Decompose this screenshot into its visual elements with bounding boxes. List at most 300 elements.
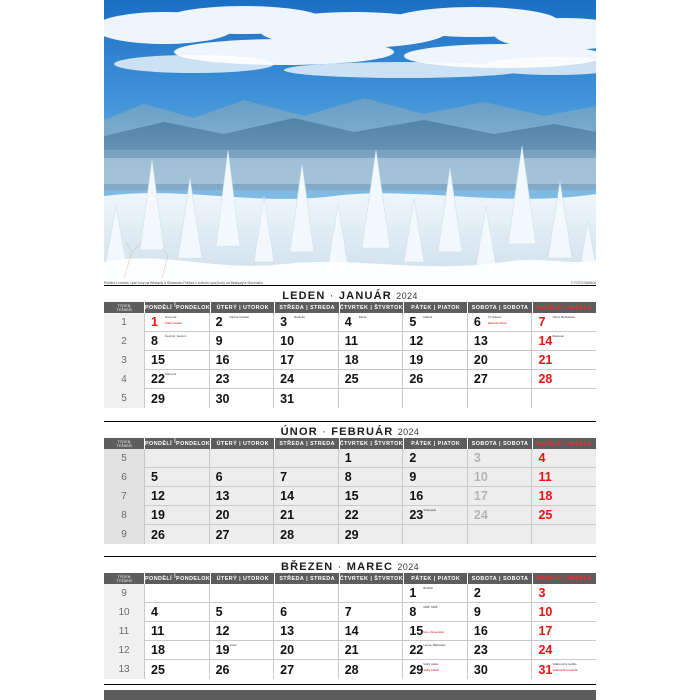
day-number: 9 [215,334,223,348]
month-name-sk: MAREC [346,561,394,573]
day-number: 12 [409,334,424,348]
day-holiday-label: Ide o Slovensko [423,630,444,634]
weekday-header-thursday: ČTVRTEK | ŠTVRTOK [340,302,404,313]
calendar-day-cell[interactable] [403,370,468,389]
month-year: 2024 [396,291,418,301]
calendar-day-cell[interactable] [274,641,339,660]
calendar-day-cell[interactable] [145,370,210,389]
day-number: 4 [538,451,546,465]
day-number: 22 [151,372,165,386]
day-number: 27 [280,662,295,677]
day-number: 15 [344,489,359,503]
calendar-day-cell[interactable] [145,622,210,641]
calendar-day-cell[interactable] [274,332,339,351]
month-title-bar [104,556,596,573]
calendar-day-cell[interactable] [403,332,468,351]
day-nameday-label: Tři králové [487,315,502,319]
calendar-day-cell[interactable] [532,584,596,603]
calendar-day-cell[interactable] [532,622,596,641]
calendar-day-cell[interactable] [403,603,468,622]
month-title: LEDEN · JANUÁR 2024 [282,290,418,302]
calendar-day-cell[interactable] [403,506,468,525]
day-number: 7 [538,315,546,329]
day-number: 14 [280,489,295,503]
day-nameday-label: Radmila [294,315,305,319]
calendar-day-cell[interactable] [145,584,210,603]
week-column-header [104,573,145,584]
day-number: 13 [280,624,295,638]
day-number: 19 [215,643,230,657]
calendar-week-row [104,487,596,506]
calendar-day-cell[interactable] [468,449,533,468]
calendar-day-cell[interactable] [339,468,404,487]
day-number: 14 [538,334,553,348]
calendar-day-cell[interactable] [274,603,339,622]
month-name-sk: FEBRUÁR [331,426,394,438]
calendar-week-row [104,641,596,660]
day-nameday-label: Velikonoční neděle [552,662,577,666]
winter-landscape-illustration [104,0,596,280]
calendar-day-cell[interactable] [274,389,339,408]
month-title-bar [104,421,596,438]
day-number: 28 [538,372,553,386]
week-column-header [104,438,145,449]
calendar-week-row [104,525,596,544]
calendar-day-cell[interactable] [532,525,596,544]
weekday-header-friday: PÁTEK | PIATOK [404,438,468,449]
day-number: 16 [215,353,230,367]
week-number: 8 [104,506,145,525]
month-block-march [104,556,596,679]
day-number: 24 [538,643,553,657]
calendar-day-cell[interactable] [274,468,339,487]
day-number: 24 [280,372,295,386]
day-number: 4 [344,315,352,329]
calendar-week-row [104,468,596,487]
day-number: 29 [151,391,165,406]
month-title-bar [104,285,596,302]
calendar-day-cell[interactable] [339,506,404,525]
calendar-day-cell[interactable] [532,332,596,351]
calendar-day-cell[interactable] [403,468,468,487]
day-nameday-label: Nový rok [165,315,177,319]
calendar-day-cell[interactable] [403,584,468,603]
calendar-day-cell[interactable] [468,622,533,641]
calendar-day-cell[interactable] [274,506,339,525]
calendar-day-cell[interactable] [274,525,339,544]
calendar-day-cell[interactable] [532,468,596,487]
calendar-day-cell[interactable] [274,622,339,641]
day-number: 26 [409,372,424,386]
day-nameday-label: Velký pátek [423,662,439,666]
day-number: 11 [151,624,165,638]
calendar-day-cell[interactable] [403,622,468,641]
day-number: 6 [473,315,481,329]
day-number: 1 [409,586,417,600]
weekday-header-monday: PONDĚLÍ | PONDELOK [145,437,211,450]
day-number: 1 [344,451,352,465]
calendar-day-cell[interactable] [468,603,533,622]
calendar-day-cell[interactable] [210,660,275,679]
weekday-header-saturday: SOBOTA | SOBOTA [468,302,532,313]
calendar-day-cell[interactable] [468,351,533,370]
calendar-day-cell[interactable] [532,370,596,389]
week-number: 2 [104,332,145,351]
calendar-day-cell[interactable] [145,351,210,370]
calendar-day-cell[interactable] [274,660,339,679]
day-number: 1 [151,315,158,329]
day-nameday-label: Jozef [229,643,237,647]
day-number: 16 [409,489,424,503]
calendar-day-cell[interactable] [274,370,339,389]
calendar-day-cell[interactable] [339,332,404,351]
calendar-day-cell[interactable] [468,506,533,525]
day-nameday-label: Leona, Blahoslav [423,643,446,647]
calendar-week-row [104,351,596,370]
calendar-day-cell[interactable] [403,389,468,408]
week-number: 11 [104,622,145,641]
day-number: 20 [215,508,230,522]
calendar-day-cell[interactable] [403,660,468,679]
day-number: 25 [344,372,359,386]
week-number: 4 [104,370,145,389]
day-number: 3 [538,586,546,600]
day-number: 12 [215,624,230,638]
header-photo [104,0,596,280]
day-nameday-label: Radovan [552,334,565,338]
calendar-day-cell[interactable] [145,603,210,622]
calendar-day-cell[interactable] [145,449,210,468]
calendar-week-row [104,313,596,332]
weekday-header-tuesday: ÚTERÝ | UTOROK [211,573,275,584]
week-label-cz: TÝDEN [117,574,131,579]
day-number: 8 [151,334,158,348]
weekday-header-friday: PÁTEK | PIATOK [404,573,468,584]
calendar-day-cell[interactable] [210,313,275,332]
calendar-week-row [104,449,596,468]
calendar-day-cell[interactable] [403,641,468,660]
calendar-week-row [104,332,596,351]
day-number: 31 [538,662,553,677]
day-number: 28 [280,527,295,542]
day-number: 22 [409,643,424,657]
day-holiday-label: Veľkonočná nedeľa [552,668,578,672]
day-number: 10 [473,470,488,484]
calendar-day-cell[interactable] [274,351,339,370]
week-number: 3 [104,351,145,370]
calendar-day-cell[interactable] [145,389,210,408]
calendar-day-cell[interactable] [339,351,404,370]
calendar-week-row [104,660,596,679]
calendar-day-cell[interactable] [210,332,275,351]
calendar-day-cell[interactable] [339,313,404,332]
week-number: 1 [104,313,145,332]
calendar-day-cell[interactable] [339,370,404,389]
day-number: 24 [473,508,488,522]
day-number: 2 [215,315,223,329]
day-number: 5 [215,605,223,619]
day-number: 18 [344,353,359,367]
month-rows [104,313,596,408]
day-nameday-label: Vilma, Bohuslava [552,315,575,319]
day-number: 22 [344,508,359,522]
day-number: 26 [215,662,230,677]
week-number: 10 [104,603,145,622]
calendar-day-cell[interactable] [532,603,596,622]
week-number: 6 [104,468,145,487]
calendar-day-cell[interactable] [468,641,533,660]
calendar-day-cell[interactable] [468,584,533,603]
day-number: 30 [473,662,488,677]
day-number: 3 [280,315,288,329]
footer-rule [104,684,596,685]
calendar-day-cell[interactable] [145,313,210,332]
calendar-day-cell[interactable] [468,313,533,332]
week-label-sk: TÝŽDEŇ [116,443,132,448]
day-number: 25 [151,662,165,677]
weekday-header-tuesday: ÚTERÝ | UTOROK [211,438,275,449]
week-number: 7 [104,487,145,506]
calendar-day-cell[interactable] [210,525,275,544]
weekday-header-monday: PONDĚLÍ | PONDELOK [145,301,211,314]
week-number: 5 [104,449,145,468]
calendar-day-cell[interactable] [145,525,210,544]
week-column-header [104,302,145,313]
calendar-day-cell[interactable] [532,351,596,370]
weekday-header-wednesday: STŘEDA | STREDA [275,438,339,449]
month-block-february [104,421,596,544]
day-number: 27 [473,372,488,386]
calendar-day-cell[interactable] [468,487,533,506]
day-number: 17 [473,489,488,503]
day-number: 7 [344,605,352,619]
weekday-header [104,438,596,449]
calendar-week-row [104,584,596,603]
day-nameday-label: Svatopluk [423,508,437,512]
weekday-header-thursday: ČTVRTEK | ŠTVRTOK [340,573,404,584]
day-number: 31 [280,391,295,406]
calendar-day-cell[interactable] [532,487,596,506]
day-nameday-label: Čestmír, Severín [165,334,187,338]
day-number: 9 [409,470,417,484]
week-number: 9 [104,584,145,603]
calendar-week-row [104,370,596,389]
calendar-week-row [104,603,596,622]
week-label-sk: TÝŽDEŇ [116,307,132,312]
calendar-day-cell[interactable] [210,351,275,370]
day-number: 28 [344,662,359,677]
day-number: 29 [409,662,424,677]
calendar-day-cell[interactable] [210,641,275,660]
day-number: 8 [344,470,352,484]
weekday-header-thursday: ČTVRTEK | ŠTVRTOK [340,438,404,449]
calendar-day-cell[interactable] [145,660,210,679]
calendar-day-cell[interactable] [339,603,404,622]
calendar-week-row [104,389,596,408]
calendar-day-cell[interactable] [145,487,210,506]
calendar-day-cell[interactable] [403,449,468,468]
day-number: 11 [538,470,552,484]
calendar-day-cell[interactable] [274,487,339,506]
calendar-day-cell[interactable] [210,468,275,487]
day-number: 14 [344,624,359,638]
month-title: BŘEZEN · MAREC 2024 [280,561,420,573]
week-number: 12 [104,641,145,660]
day-number: 26 [151,527,165,542]
weekday-header [104,302,596,313]
day-nameday-label: Bedřich [423,586,434,590]
calendar-day-cell[interactable] [403,487,468,506]
month-name-cz: LEDEN [282,290,326,302]
week-number: 13 [104,660,145,679]
weekday-header-sunday: NEDĚLE | NEDEĽA [536,575,592,582]
day-nameday-label: Slavomír [165,372,177,376]
day-number: 5 [409,315,417,329]
calendar-day-cell[interactable] [468,525,533,544]
calendar-day-cell[interactable] [532,506,596,525]
day-number: 19 [151,508,165,522]
month-title: ÚNOR · FEBRUÁR 2024 [280,426,420,438]
calendar-day-cell[interactable] [339,487,404,506]
calendar-day-cell[interactable] [210,370,275,389]
day-number: 6 [280,605,288,619]
month-rows [104,584,596,679]
day-number: 19 [409,353,424,367]
calendar-day-cell[interactable] [468,332,533,351]
day-nameday-label: Karina, Kristián [229,315,250,319]
calendar-day-cell[interactable] [532,313,596,332]
month-name-sk: JANUÁR [338,290,392,302]
calendar-day-cell[interactable] [274,449,339,468]
day-nameday-label: MDŽ, MDŽ [423,605,438,609]
day-number: 10 [280,334,295,348]
calendar-day-cell[interactable] [339,584,404,603]
calendar-day-cell[interactable] [532,660,596,679]
footer-bar [104,690,596,700]
calendar-day-cell[interactable] [145,332,210,351]
day-number: 27 [215,527,230,542]
day-number: 3 [473,451,481,465]
day-holiday-label: Zjavenie Pána [487,321,507,325]
day-number: 5 [151,470,158,484]
day-nameday-label: Diana [358,315,367,319]
calendar-day-cell[interactable] [403,525,468,544]
day-number: 8 [409,605,417,619]
day-number: 6 [215,470,223,484]
calendar-day-cell[interactable] [145,468,210,487]
month-name-cz: ÚNOR [280,426,318,438]
calendar-day-cell[interactable] [532,389,596,408]
weekday-header-friday: PÁTEK | PIATOK [404,302,468,313]
weekday-header [104,573,596,584]
week-number: 9 [104,525,145,544]
day-number: 18 [151,643,165,657]
month-rows [104,449,596,544]
week-label-cz: TÝDEN [117,439,131,444]
month-block-january [104,285,596,408]
calendar-day-cell[interactable] [210,389,275,408]
day-number: 17 [538,624,553,638]
calendar-day-cell[interactable] [468,468,533,487]
calendar-day-cell[interactable] [339,449,404,468]
calendar-day-cell[interactable] [339,622,404,641]
day-holiday-label: Státní svátek [165,321,182,325]
calendar-day-cell[interactable] [145,641,210,660]
calendar-day-cell[interactable] [210,449,275,468]
day-number: 21 [280,508,295,522]
calendar-day-cell[interactable] [339,389,404,408]
calendar-day-cell[interactable] [274,584,339,603]
calendar-day-cell[interactable] [274,313,339,332]
day-number: 17 [280,353,295,367]
calendar-day-cell[interactable] [532,641,596,660]
weekday-header-sunday: NEDĚLE | NEDEĽA [536,440,592,447]
day-number: 12 [151,489,165,503]
calendar-week-row [104,622,596,641]
calendar-day-cell[interactable] [145,506,210,525]
calendar-day-cell[interactable] [210,584,275,603]
calendar-day-cell[interactable] [210,622,275,641]
weekday-header-sunday: NEDĚLE | NEDEĽA [536,304,592,311]
week-number: 5 [104,389,145,408]
calendar-week-row [104,506,596,525]
weekday-header-wednesday: STŘEDA | STREDA [275,573,339,584]
calendar-day-cell[interactable] [339,525,404,544]
day-number: 13 [215,489,230,503]
calendar-day-cell[interactable] [468,389,533,408]
day-holiday-label: Veľký piatok [423,668,439,672]
calendar-day-cell[interactable] [403,351,468,370]
photo-credit-right: © FOTO BANKA [570,281,596,285]
day-number: 2 [409,451,417,465]
calendar-day-cell[interactable] [468,370,533,389]
day-number: 10 [538,605,553,619]
weekday-header-monday: PONDĚLÍ | PONDELOK [145,572,211,585]
day-number: 23 [409,508,424,522]
calendar-day-cell[interactable] [339,641,404,660]
week-label-cz: TÝDEN [117,303,131,308]
calendar-day-cell[interactable] [532,449,596,468]
calendar-day-cell[interactable] [210,603,275,622]
day-number: 7 [280,470,288,484]
day-number: 15 [409,624,424,638]
day-number: 9 [473,605,481,619]
calendar-day-cell[interactable] [339,660,404,679]
day-number: 16 [473,624,488,638]
day-number: 13 [473,334,488,348]
calendar-day-cell[interactable] [468,660,533,679]
month-name-cz: BŘEZEN [280,561,334,573]
day-nameday-label: Dalimil [423,315,432,319]
day-number: 2 [473,586,481,600]
day-number: 20 [473,353,488,367]
calendar-day-cell[interactable] [210,487,275,506]
photo-credit-left: Pohled z vrcholu Lysé hory na Beskydy a Slovensko Pohľad z vrcholu Lysej hory na Beskydy a Slovensko [104,281,263,285]
month-year: 2024 [397,427,420,437]
weekday-header-saturday: SOBOTA | SOBOTA [468,573,532,584]
calendar-day-cell[interactable] [210,506,275,525]
day-number: 20 [280,643,295,657]
weekday-header-tuesday: ÚTERÝ | UTOROK [211,302,275,313]
day-number: 29 [344,527,359,542]
day-number: 18 [538,489,553,503]
weekday-header-wednesday: STŘEDA | STREDA [275,302,339,313]
month-year: 2024 [397,562,420,572]
day-number: 21 [538,353,553,367]
day-number: 4 [151,605,158,619]
day-number: 23 [473,643,488,657]
calendar-day-cell[interactable] [403,313,468,332]
